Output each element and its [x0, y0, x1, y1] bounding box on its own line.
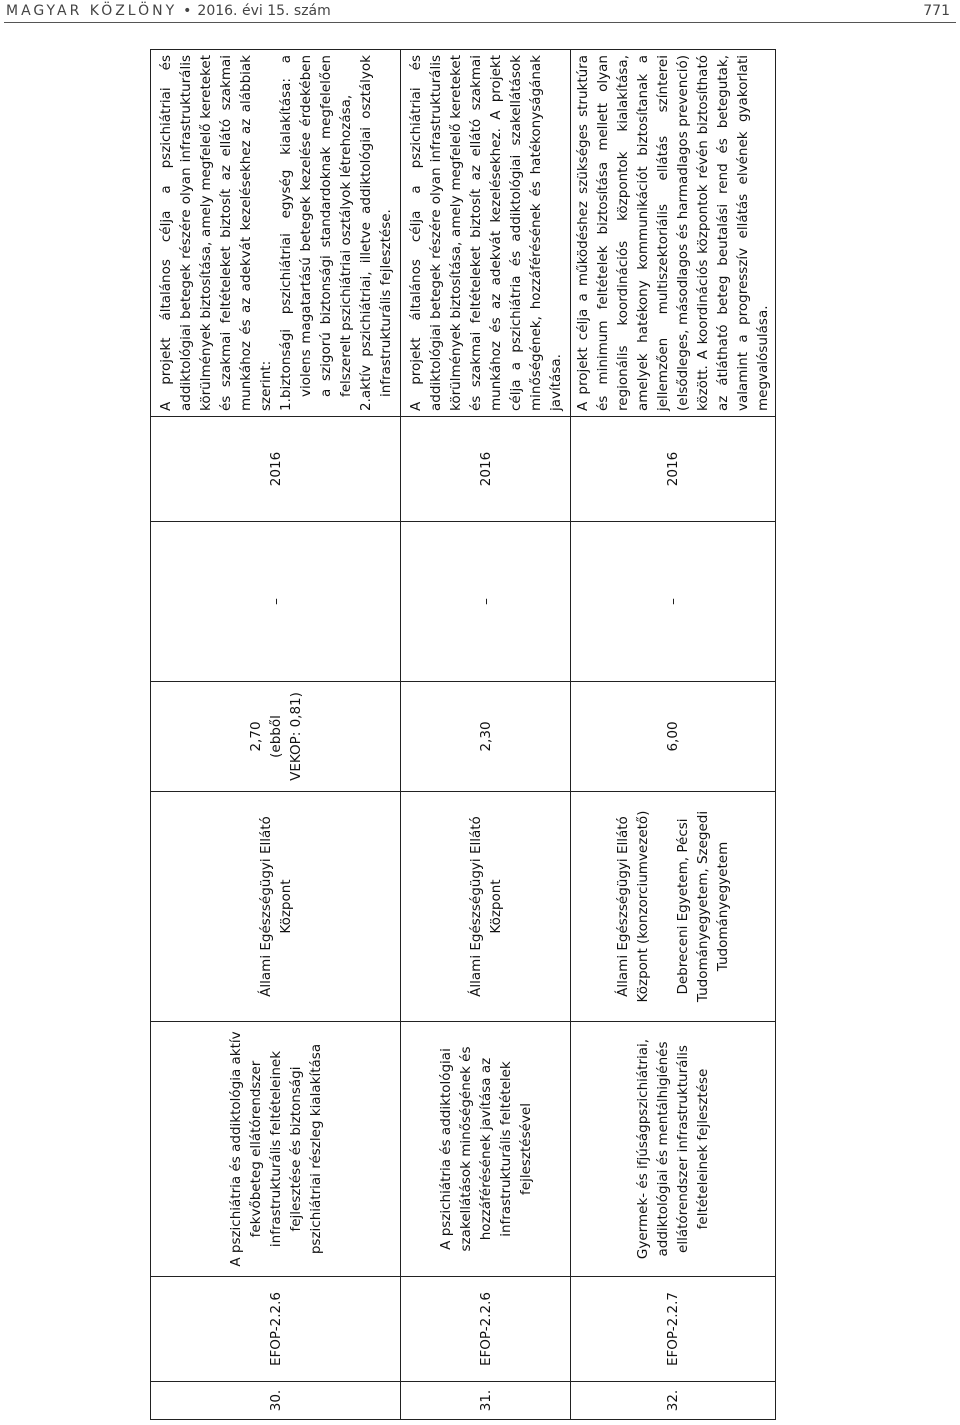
- description: [151, 50, 401, 417]
- beneficiary-line: Állami Egészségügyi Ellátó Központ: [257, 816, 294, 997]
- running-head: [6, 3, 331, 19]
- rotated-table-container: [150, 50, 771, 1420]
- description-item: 1.biztonsági pszichiátriai egység kialakítása: a violens magatartású betegek kezelése érdekében a szigorú biztonsági standardoknak megfelelően felszerelt pszichiátriai osztályok létrehozása,: [277, 55, 354, 411]
- page-number: 771: [923, 3, 950, 19]
- amount-line: 6,00: [665, 721, 681, 752]
- publication-title: MAGYAR KÖZLÖNY: [6, 3, 178, 19]
- amount-line: 2,30: [477, 721, 494, 752]
- amount: [401, 682, 571, 792]
- amount: [151, 682, 401, 792]
- year-cell: 2016: [401, 417, 571, 522]
- beneficiary: [571, 792, 776, 1022]
- header-rule: [4, 22, 956, 23]
- beneficiary: [401, 792, 571, 1022]
- dash-cell: –: [151, 522, 401, 682]
- table-row: [401, 50, 571, 1420]
- amount-line: (ebből: [267, 715, 284, 758]
- project-name: A pszichiátria és addiktológiai szakellátások minőségének és hozzáférésének javítása az infrastrukturális feltételek fejlesztésével: [401, 1022, 571, 1277]
- row-number: 30.: [151, 1382, 401, 1420]
- description-intro: A projekt általános célja a pszichiátriai és addiktológiai betegek részére olyan infrastrukturális körülmények biztosítása, amely megfelelő kereteket és szakmai feltételeket biztosít az ellátó szakmai munkához és az adekvát kezelésekhez az alábbiak szerint:: [157, 55, 274, 411]
- dash-cell: –: [401, 522, 571, 682]
- table-row: [571, 50, 776, 1420]
- description: [401, 50, 571, 417]
- program-code: EFOP-2.2.7: [571, 1277, 776, 1382]
- amount: [571, 682, 776, 792]
- year-cell: 2016: [571, 417, 776, 522]
- beneficiary-line: Állami Egészségügyi Ellátó Központ: [467, 816, 504, 997]
- project-name: A pszichiátria és addiktológia aktív fekvőbeteg ellátórendszer infrastrukturális feltételeinek fejlesztése és biztonsági pszichiátriai részleg kialakítása: [151, 1022, 401, 1277]
- row-number: 32.: [571, 1382, 776, 1420]
- description: [571, 50, 776, 417]
- dash-cell: –: [571, 522, 776, 682]
- project-table: [150, 49, 776, 1420]
- row-number: 31.: [401, 1382, 571, 1420]
- program-code: EFOP-2.2.6: [151, 1277, 401, 1382]
- beneficiary: [151, 792, 401, 1022]
- year-cell: 2016: [151, 417, 401, 522]
- project-name: Gyermek- és ifjúságpszichiátriai, addiktológiai és mentálhigiénés ellátórendszer infrastrukturális feltételeinek fejlesztése: [571, 1022, 776, 1277]
- beneficiary-line: Debreceni Egyetem, Pécsi Tudományegyetem, Szegedi Tudományegyetem: [675, 810, 731, 1003]
- page-header: [0, 0, 960, 24]
- description-intro: A projekt célja a működéshez szükséges struktúra és minimum feltételek biztosítása mellett olyan regionális koordinációs központok kialakítása, amelyek hatékony kommunikációt biztosítanak a jellemzően multiszektoriális ellátás színterei (elsődleges, másodlagos és harmadlagos prevenció) között. A koordinációs központok révén biztosítható az átlátható beteg beutalási rend és betegutak, valamint a progresszív ellátás elvének gyakorlati megvalósulása.: [575, 55, 771, 411]
- amount-line: VEKOP: 0,81): [287, 692, 304, 781]
- program-code: EFOP-2.2.6: [401, 1277, 571, 1382]
- amount-line: 2,70: [247, 721, 264, 752]
- beneficiary-line: Állami Egészségügyi Ellátó Központ (konzorciumvezető): [615, 810, 651, 1003]
- description-intro: A projekt általános célja a pszichiátriai és addiktológiai betegek részére olyan infrastrukturális körülmények biztosítása, amely megfelelő kereteket és szakmai feltételeket biztosít az ellátó szakmai munkához és az adekvát kezelésekhez. A projekt célja a pszichiátria és addiktológiai szakellátások minőségének, hozzáférésének és hatékonyságának javítása.: [407, 55, 564, 411]
- description-item: 2.aktív pszichiátriai, illetve addiktológiai osztályok infrastrukturális fejlesztése.: [357, 55, 394, 411]
- table-row: [151, 50, 401, 1420]
- header-separator: •: [183, 3, 192, 19]
- issue-date: 2016. évi 15. szám: [197, 3, 331, 19]
